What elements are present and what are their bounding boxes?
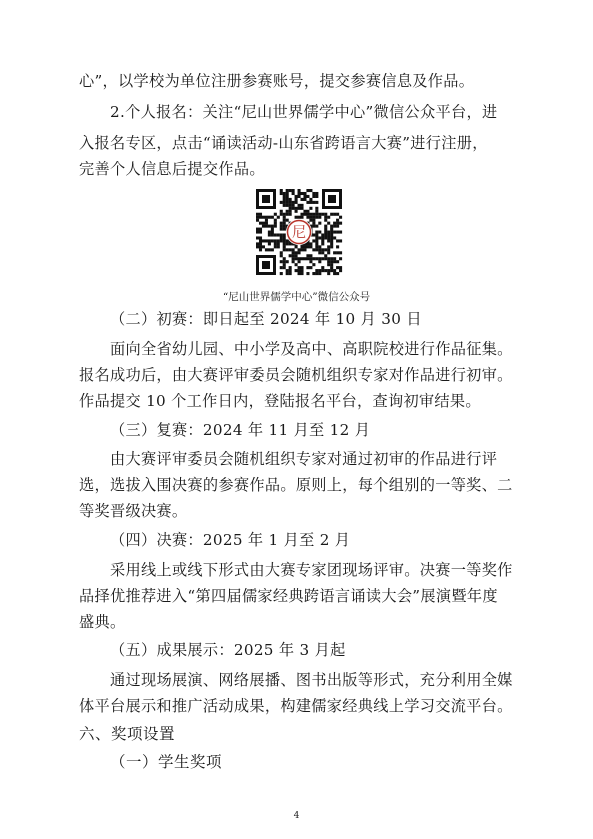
- qr-caption: “尼山世界儒学中心”微信公众号: [222, 291, 371, 303]
- text-line: 作品提交 10 个工作日内，登陆报名平台，查询初审结果。: [79, 392, 481, 410]
- section-title: （三）复赛：2024 年 11 月至 12 月: [110, 421, 371, 439]
- text-line: 完善个人信息后提交作品。: [79, 160, 265, 178]
- qr-logo-char: 尼: [292, 225, 306, 241]
- text-line: 报名成功后，由大赛评审委员会随机组织专家对作品进行初审。: [79, 366, 513, 384]
- qr-code-image: [254, 187, 344, 277]
- section-title: （五）成果展示：2025 年 3 月起: [110, 641, 346, 659]
- text-line: 通过现场展演、网络展播、图书出版等形式，充分利用全媒: [110, 671, 513, 689]
- heading-awards: 六、奖项设置: [79, 725, 176, 743]
- text-line: 等奖晋级决赛。: [79, 502, 188, 520]
- section-title: （四）决赛：2025 年 1 月至 2 月: [110, 531, 351, 549]
- subheading-student-awards: （一）学生奖项: [110, 753, 223, 771]
- text-line: 体平台展示和推广活动成果，构建儒家经典线上学习交流平台。: [79, 697, 513, 715]
- text-line: 选，选拔入围决赛的参赛作品。原则上，每个组别的一等奖、二: [79, 476, 513, 494]
- text-line: 2.个人报名：关注“尼山世界儒学中心”微信公众平台，进: [110, 103, 498, 121]
- text-line: 采用线上或线下形式由大赛专家团现场评审。决赛一等奖作: [110, 561, 513, 579]
- page-number: 4: [293, 811, 300, 821]
- text-line: 面向全省幼儿园、中小学及高中、高职院校进行作品征集。: [110, 340, 513, 358]
- text-line: 由大赛评审委员会随机组织专家对通过初审的作品进行评: [110, 450, 498, 468]
- text-line: 品择优推荐进入“第四届儒家经典跨语言诵读大会”展演暨年度: [79, 587, 498, 605]
- text-line: 盛典。: [79, 613, 126, 631]
- section-title: （二）初赛：即日起至 2024 年 10 月 30 日: [110, 310, 422, 328]
- text-line: 心”，以学校为单位注册参赛账号，提交参赛信息及作品。: [79, 72, 475, 90]
- text-line: 入报名专区，点击“诵读活动-山东省跨语言大赛”进行注册，: [79, 134, 488, 152]
